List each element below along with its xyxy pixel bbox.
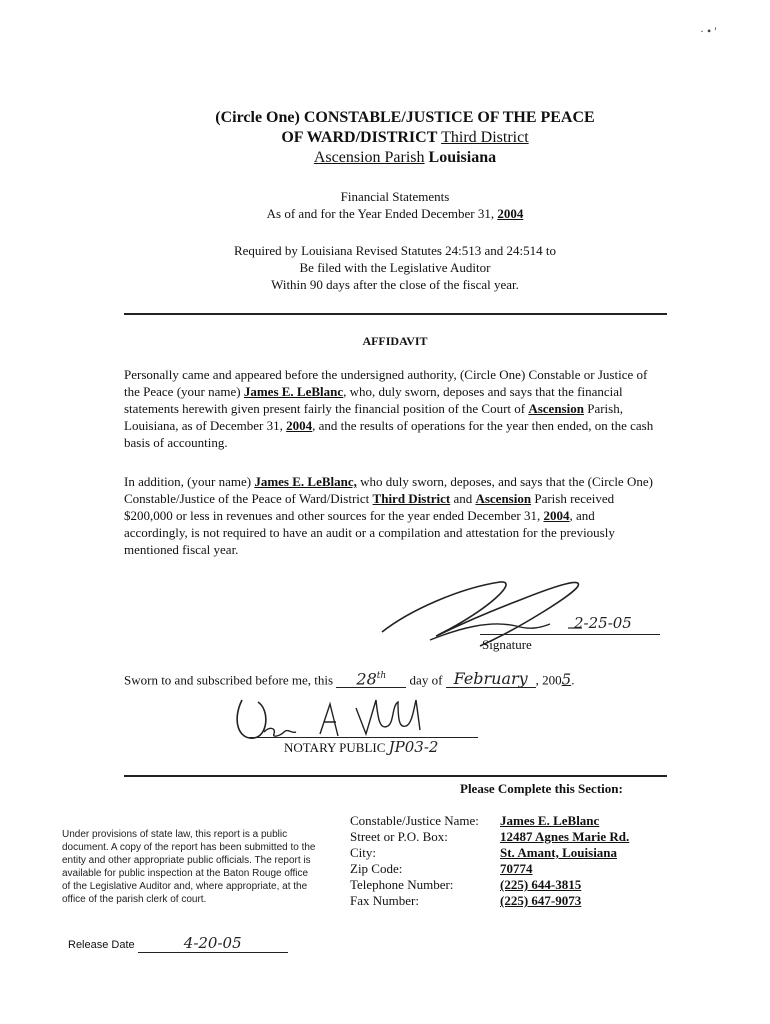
field-zip-value: 70774: [500, 861, 533, 876]
header-line-2-prefix: OF WARD/DISTRICT: [281, 129, 438, 146]
p2-year: 2004: [543, 508, 570, 523]
sworn-day: [336, 668, 406, 688]
affidavit-heading: AFFIDAVIT: [362, 334, 428, 348]
p1-text-d: , and the results of operations for the year then ended, on the cash basis of accounting.: [124, 418, 654, 450]
affidavit-paragraph-1: [124, 366, 660, 451]
statements-block: [0, 188, 770, 222]
p2-parish: Ascension: [475, 491, 532, 506]
signature-date: 2-25-05: [574, 614, 632, 632]
requirement-block: [0, 242, 770, 293]
signature-label: Signature: [482, 637, 532, 652]
statements-period-year: 2004: [497, 206, 524, 221]
sworn-year-digit: 5: [561, 670, 572, 689]
sworn-day-suffix: th: [376, 671, 387, 681]
field-fax-label: Fax Number:: [350, 893, 419, 908]
p2-text-e: , and accordingly, is not required to have an audit or a compilation and attestation for the previously mentioned fiscal year.: [124, 508, 615, 557]
statements-period-prefix: As of and for the Year Ended December 31,: [266, 206, 495, 221]
divider-bottom: [124, 775, 667, 777]
p1-text-c: Parish, Louisiana, as of December 31,: [124, 401, 623, 433]
sworn-year-prefix: , 200: [535, 672, 562, 688]
requirement-line-1: Required by Louisiana Revised Statutes 24:513 and 24:514 to: [233, 243, 557, 258]
corner-scan-mark: · • ′: [700, 24, 717, 38]
affidavit-paragraph-2: [124, 473, 660, 558]
sworn-prefix: Sworn to and subscribed before me, this: [124, 672, 334, 688]
field-street-value: 12487 Agnes Marie Rd.: [500, 829, 630, 844]
field-street: [350, 829, 670, 845]
divider-top: [124, 313, 667, 315]
header-line-1: (Circle One) CONSTABLE/JUSTICE OF THE PEACE: [215, 109, 595, 126]
field-name-value: James E. LeBlanc: [500, 813, 600, 828]
release-date: [68, 934, 288, 953]
statements-period: [0, 205, 770, 222]
notary-label: NOTARY PUBLIC: [284, 740, 386, 755]
p1-text-a: Personally came and appeared before the undersigned authority, (Circle One) Constable or Justice of the Peace (your name): [124, 367, 648, 399]
field-street-label: Street or P.O. Box:: [350, 829, 448, 844]
sworn-month: February: [446, 670, 536, 688]
requirement-line-2: Be filed with the Legislative Auditor: [299, 260, 491, 275]
p2-text-b: who duly sworn, deposes, and says that the (Circle One) Constable/Justice of the Peace of Ward/District: [124, 474, 653, 506]
p2-text-a: In addition, (your name): [124, 474, 252, 489]
sworn-line: [124, 668, 684, 688]
ward-district-value: Third District: [441, 129, 529, 146]
p1-text-b: , who, duly sworn, deposes and says that the financial statements herewith given present fairly the financial position of the Court of: [124, 384, 623, 416]
field-fax: [350, 893, 670, 909]
p1-name: James E. LeBlanc: [243, 384, 344, 399]
field-phone: [350, 877, 670, 893]
field-city-value: St. Amant, Louisiana: [500, 845, 618, 860]
field-name: [350, 813, 670, 829]
field-phone-value: (225) 644-3815: [500, 877, 582, 892]
requirement-line-3: Within 90 days after the close of the fiscal year.: [271, 277, 519, 292]
p2-name: James E. LeBlanc,: [254, 474, 357, 489]
sworn-mid: day of: [409, 672, 443, 688]
notary-id: JP03-2: [388, 738, 439, 756]
release-date-label: Release Date: [68, 939, 135, 951]
field-zip: [350, 861, 670, 877]
state-value: Louisiana: [428, 149, 497, 166]
p1-year: 2004: [286, 418, 313, 433]
header-line-3: [0, 148, 770, 168]
signature-line: [480, 634, 660, 635]
field-phone-label: Telephone Number:: [350, 877, 454, 892]
header-line-2: [0, 128, 770, 148]
field-city-label: City:: [350, 845, 377, 860]
statements-title: Financial Statements: [340, 189, 450, 204]
p1-parish: Ascension: [528, 401, 584, 416]
sworn-day-value: 28: [356, 669, 377, 689]
field-city: [350, 845, 670, 861]
contact-fields: [350, 813, 670, 909]
parish-value: Ascension Parish: [313, 149, 425, 166]
p2-text-c: and: [453, 491, 473, 506]
complete-heading: Please Complete this Section:: [460, 781, 623, 796]
document-header: [0, 108, 770, 168]
sworn-end: .: [571, 672, 575, 688]
release-date-value: 4-20-05: [138, 934, 288, 953]
p2-text-d: Parish received $200,000 or less in revenues and other sources for the year ended December 31,: [124, 491, 615, 523]
p2-district: Third District: [372, 491, 451, 506]
notary-line: [248, 737, 478, 738]
field-zip-label: Zip Code:: [350, 861, 403, 876]
field-fax-value: (225) 647-9073: [500, 893, 582, 908]
notary-block: [284, 739, 438, 756]
field-name-label: Constable/Justice Name:: [350, 813, 479, 828]
public-document-stamp: Under provisions of state law, this report is a public document. A copy of the report has been submitted to the entity and other appropriate public officials. The report is available for public inspection at the Baton Rouge office of the Legislative Auditor and, where appropriate, at the office of the parish clerk of court.: [62, 829, 316, 905]
